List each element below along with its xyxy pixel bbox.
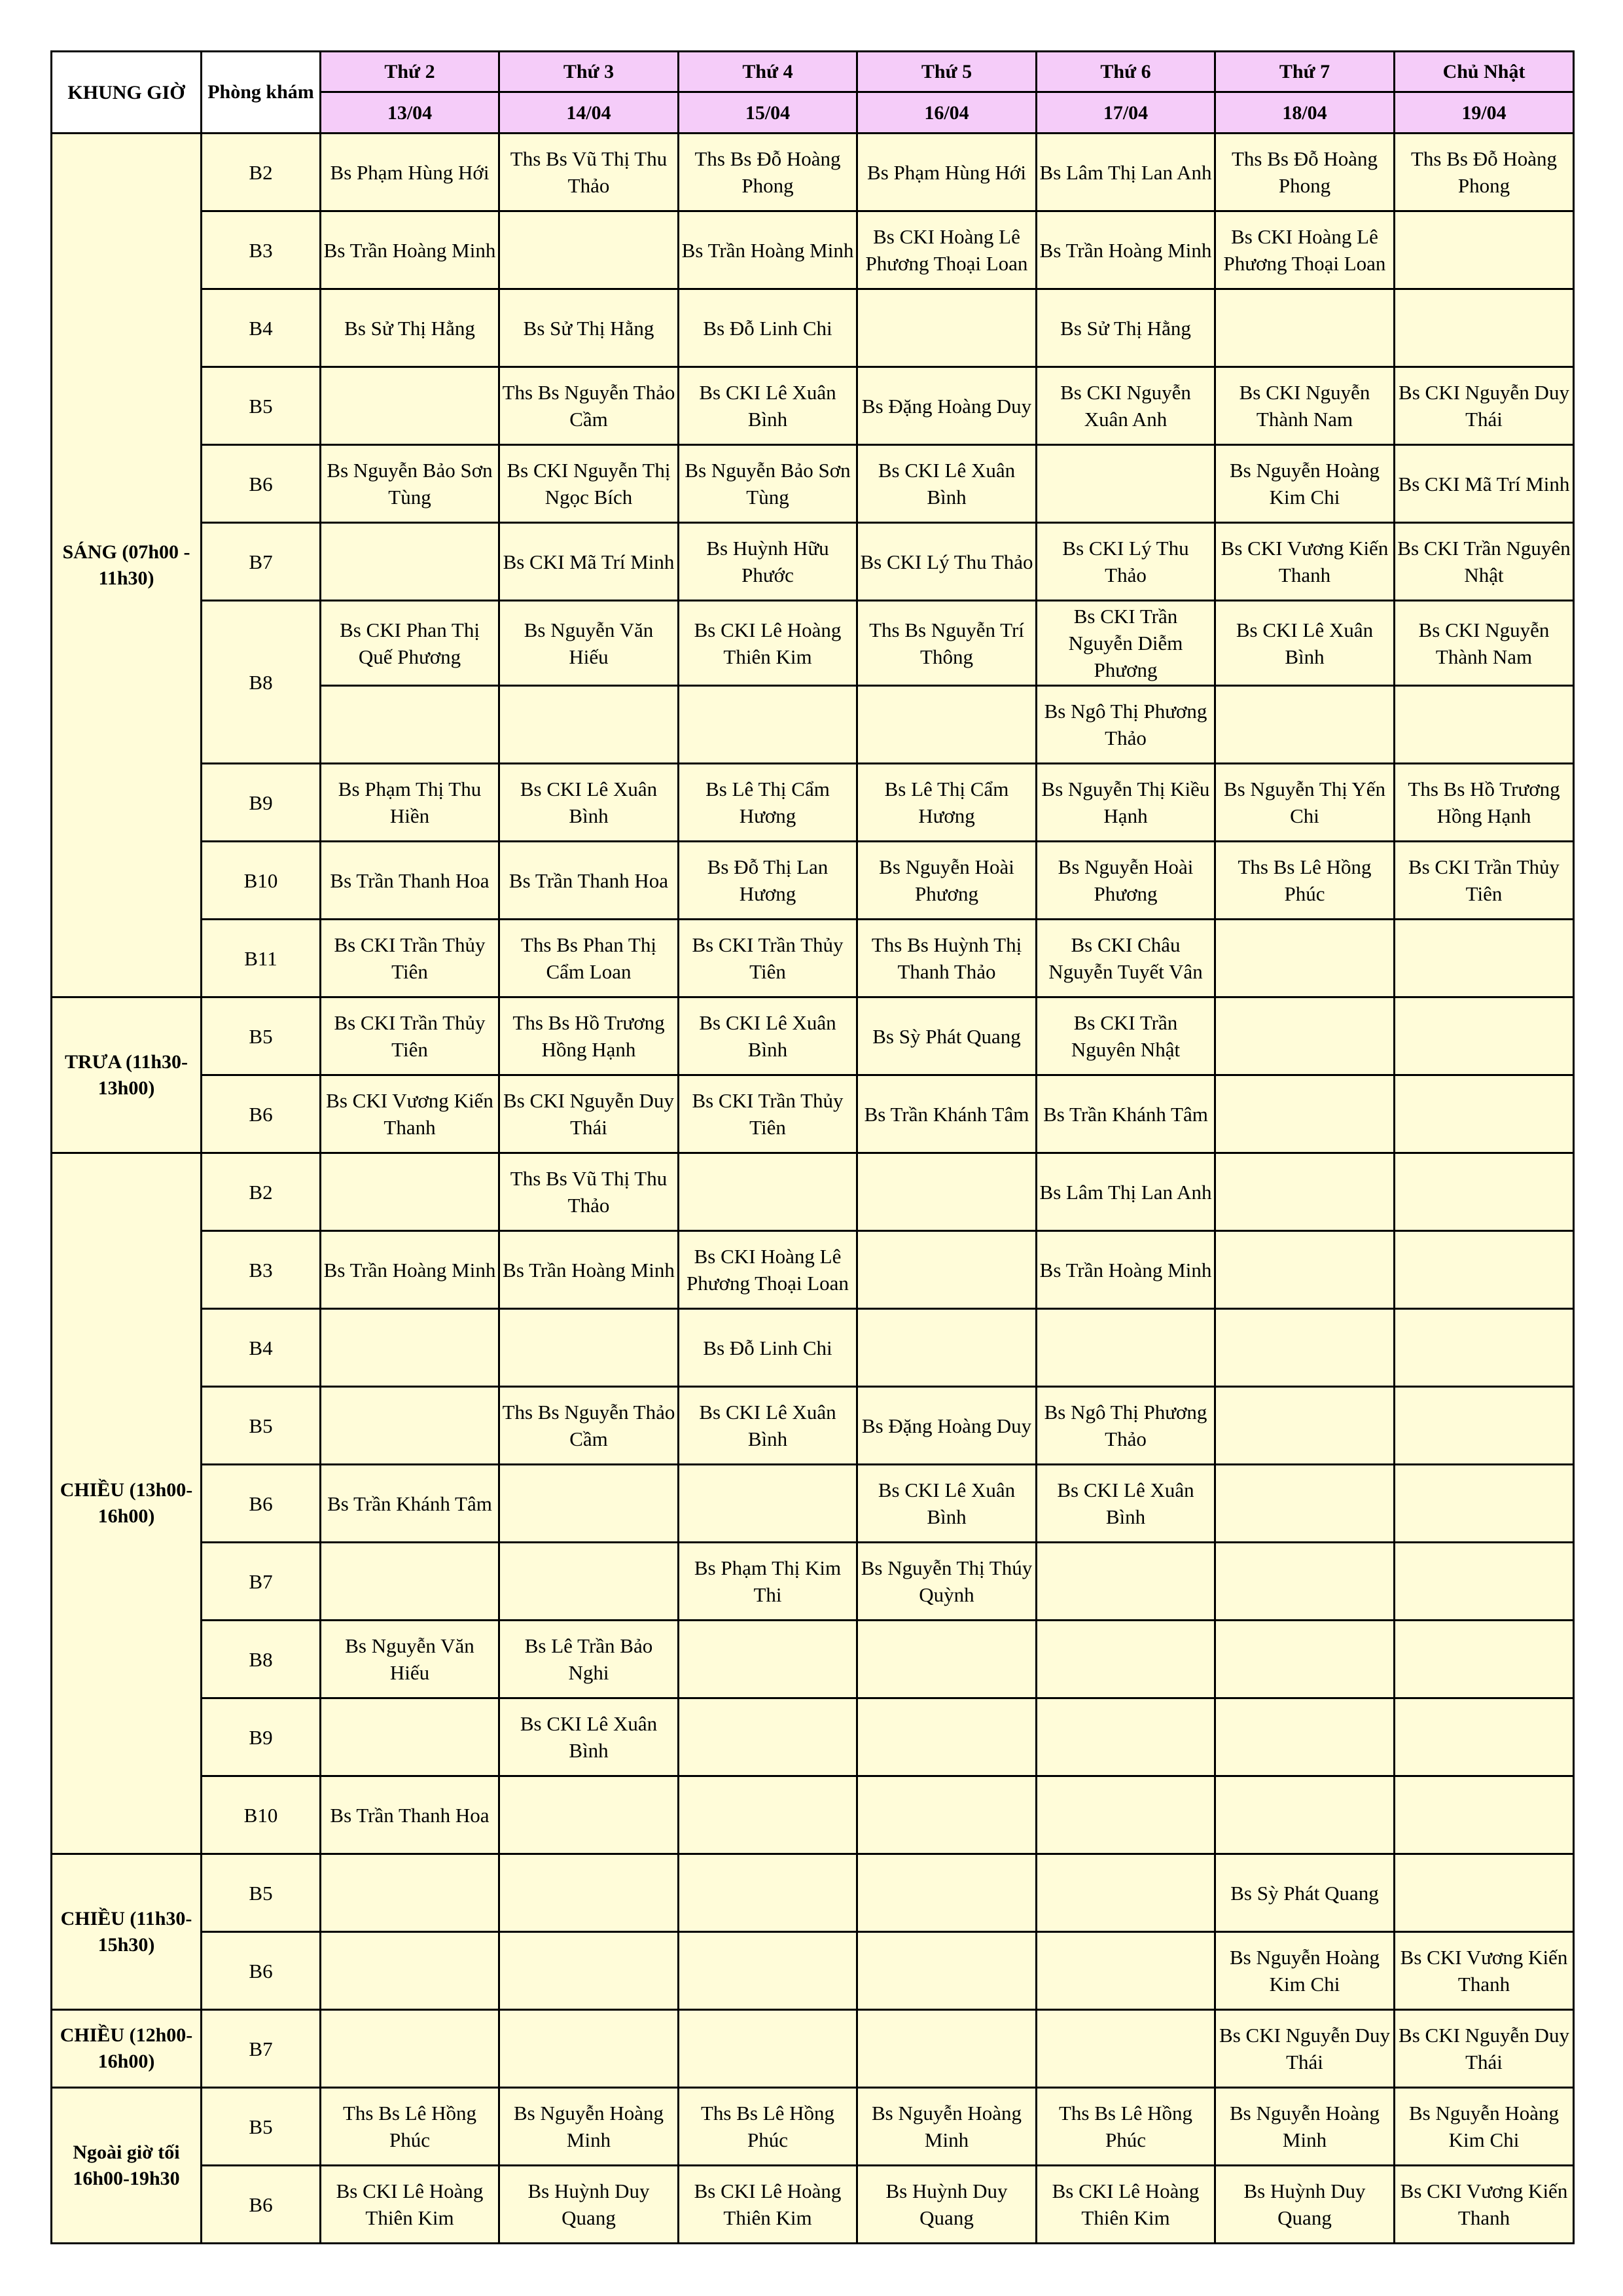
doctor-cell (1215, 1231, 1395, 1309)
doctor-cell: Bs Đỗ Linh Chi (679, 289, 857, 367)
doctor-cell: Bs Nguyễn Thị Kiều Hạnh (1037, 764, 1215, 842)
doctor-cell (321, 686, 499, 764)
date-header-thu: 16/04 (857, 92, 1037, 134)
doctor-cell: Bs Phạm Thị Thu Hiền (321, 764, 499, 842)
doctor-cell (1395, 1543, 1574, 1621)
doctor-cell (321, 367, 499, 445)
doctor-cell (1395, 1465, 1574, 1543)
doctor-cell (1037, 1621, 1215, 1698)
doctor-cell: Ths Bs Vũ Thị Thu Thảo (499, 1153, 679, 1231)
date-header-sun: 19/04 (1395, 92, 1574, 134)
schedule-row (52, 523, 1574, 601)
doctor-cell: Bs Lê Trần Bảo Nghi (499, 1621, 679, 1698)
room-label: B6 (202, 1932, 321, 2010)
doctor-cell: Ths Bs Nguyễn Thảo Cầm (499, 1387, 679, 1465)
doctor-cell (1215, 1309, 1395, 1387)
doctor-cell: Bs CKI Lê Xuân Bình (499, 764, 679, 842)
doctor-cell: Bs Phạm Thị Kim Thi (679, 1543, 857, 1621)
room-label: B3 (202, 1231, 321, 1309)
room-column-header: Phòng khám (202, 52, 321, 134)
doctor-cell: Bs Huỳnh Duy Quang (1215, 2166, 1395, 2244)
doctor-cell (1215, 1621, 1395, 1698)
doctor-cell: Bs CKI Nguyễn Duy Thái (1395, 2010, 1574, 2088)
time-slot-label: TRƯA (11h30-13h00) (52, 997, 202, 1153)
schedule-row (52, 1309, 1574, 1387)
doctor-cell: Bs CKI Lê Xuân Bình (857, 1465, 1037, 1543)
date-header-tue: 14/04 (499, 92, 679, 134)
doctor-cell (1395, 686, 1574, 764)
doctor-cell: Bs CKI Lê Xuân Bình (499, 1698, 679, 1776)
doctor-cell (1215, 1075, 1395, 1153)
doctor-cell: Ths Bs Hồ Trương Hồng Hạnh (1395, 764, 1574, 842)
doctor-cell: Ths Bs Đỗ Hoàng Phong (1395, 134, 1574, 211)
doctor-cell: Bs Trần Hoàng Minh (321, 211, 499, 289)
doctor-cell: Bs Sử Thị Hằng (1037, 289, 1215, 367)
schedule-row (52, 1075, 1574, 1153)
room-label: B8 (202, 1621, 321, 1698)
doctor-cell: Bs CKI Trần Nguyên Nhật (1395, 523, 1574, 601)
doctor-cell: Bs Đỗ Thị Lan Hương (679, 842, 857, 920)
doctor-cell: Bs Nguyễn Hoài Phương (857, 842, 1037, 920)
room-label: B5 (202, 367, 321, 445)
doctor-cell: Bs Sỳ Phát Quang (857, 997, 1037, 1075)
schedule-row (52, 289, 1574, 367)
doctor-cell: Bs CKI Trần Nguyễn Diễm Phương (1037, 601, 1215, 686)
doctor-cell: Bs CKI Hoàng Lê Phương Thoại Loan (679, 1231, 857, 1309)
doctor-cell: Bs Huỳnh Hữu Phước (679, 523, 857, 601)
doctor-cell: Bs CKI Hoàng Lê Phương Thoại Loan (1215, 211, 1395, 289)
doctor-cell (857, 1231, 1037, 1309)
doctor-cell: Bs CKI Lê Xuân Bình (679, 1387, 857, 1465)
doctor-cell: Bs CKI Nguyễn Xuân Anh (1037, 367, 1215, 445)
doctor-cell (1215, 289, 1395, 367)
doctor-cell: Bs Ngô Thị Phương Thảo (1037, 686, 1215, 764)
doctor-cell: Bs CKI Châu Nguyễn Tuyết Vân (1037, 920, 1215, 997)
doctor-cell (321, 2010, 499, 2088)
room-label: B2 (202, 134, 321, 211)
doctor-cell (1395, 1309, 1574, 1387)
doctor-cell: Bs Lâm Thị Lan Anh (1037, 1153, 1215, 1231)
doctor-cell (1037, 1543, 1215, 1621)
doctor-cell: Bs Nguyễn Bảo Sơn Tùng (321, 445, 499, 523)
doctor-cell: Bs Lê Thị Cẩm Hương (679, 764, 857, 842)
doctor-cell (321, 1309, 499, 1387)
doctor-cell (857, 1309, 1037, 1387)
room-label: B5 (202, 2088, 321, 2166)
doctor-cell: Ths Bs Nguyễn Trí Thông (857, 601, 1037, 686)
doctor-cell (499, 1854, 679, 1932)
room-label: B2 (202, 1153, 321, 1231)
doctor-cell: Bs CKI Lê Xuân Bình (1037, 1465, 1215, 1543)
doctor-cell (1395, 1231, 1574, 1309)
doctor-cell (499, 1543, 679, 1621)
doctor-cell: Bs Lâm Thị Lan Anh (1037, 134, 1215, 211)
doctor-cell (1395, 920, 1574, 997)
day-header-mon: Thứ 2 (321, 52, 499, 92)
doctor-cell (1037, 2010, 1215, 2088)
doctor-cell (857, 1776, 1037, 1854)
schedule-row (52, 134, 1574, 211)
doctor-cell (321, 1387, 499, 1465)
doctor-cell: Bs CKI Nguyễn Thị Ngọc Bích (499, 445, 679, 523)
doctor-cell: Bs Nguyễn Bảo Sơn Tùng (679, 445, 857, 523)
doctor-cell (499, 686, 679, 764)
doctor-cell (1395, 1621, 1574, 1698)
room-label: B7 (202, 523, 321, 601)
doctor-cell: Ths Bs Đỗ Hoàng Phong (679, 134, 857, 211)
schedule-row (52, 1776, 1574, 1854)
doctor-cell (857, 686, 1037, 764)
time-slot-label: CHIỀU (12h00-16h00) (52, 2010, 202, 2088)
schedule-row (52, 1231, 1574, 1309)
doctor-cell: Bs Nguyễn Văn Hiếu (499, 601, 679, 686)
date-header-mon: 13/04 (321, 92, 499, 134)
doctor-cell (321, 1153, 499, 1231)
day-header-thu: Thứ 5 (857, 52, 1037, 92)
doctor-cell (499, 1776, 679, 1854)
header-row-days (52, 52, 1574, 92)
doctor-cell: Bs Lê Thị Cẩm Hương (857, 764, 1037, 842)
schedule-row (52, 764, 1574, 842)
doctor-cell: Bs Nguyễn Hoàng Kim Chi (1215, 445, 1395, 523)
doctor-cell (1215, 1698, 1395, 1776)
doctor-cell: Bs CKI Vương Kiến Thanh (321, 1075, 499, 1153)
doctor-cell (1037, 1776, 1215, 1854)
doctor-cell (321, 1854, 499, 1932)
doctor-cell (1395, 1854, 1574, 1932)
doctor-cell (321, 1932, 499, 2010)
doctor-cell (1395, 1153, 1574, 1231)
room-label: B5 (202, 997, 321, 1075)
doctor-cell (1215, 1776, 1395, 1854)
doctor-cell (1037, 1698, 1215, 1776)
doctor-cell (857, 1932, 1037, 2010)
doctor-cell: Ths Bs Lê Hồng Phúc (1037, 2088, 1215, 2166)
room-label: B9 (202, 1698, 321, 1776)
doctor-cell (679, 1621, 857, 1698)
doctor-cell (679, 1465, 857, 1543)
doctor-cell (1215, 1153, 1395, 1231)
doctor-cell: Bs CKI Lê Hoàng Thiên Kim (321, 2166, 499, 2244)
schedule-row (52, 1387, 1574, 1465)
doctor-cell (321, 1698, 499, 1776)
doctor-cell: Bs CKI Trần Thủy Tiên (679, 1075, 857, 1153)
doctor-cell (1395, 1698, 1574, 1776)
doctor-cell: Bs Nguyễn Văn Hiếu (321, 1621, 499, 1698)
doctor-cell (857, 2010, 1037, 2088)
doctor-cell: Bs Huỳnh Duy Quang (499, 2166, 679, 2244)
doctor-cell: Bs Nguyễn Hoàng Kim Chi (1215, 1932, 1395, 2010)
schedule-row (52, 1621, 1574, 1698)
doctor-cell: Bs Nguyễn Thị Thúy Quỳnh (857, 1543, 1037, 1621)
day-header-fri: Thứ 6 (1037, 52, 1215, 92)
doctor-cell: Bs CKI Mã Trí Minh (1395, 445, 1574, 523)
doctor-cell: Bs Trần Khánh Tâm (857, 1075, 1037, 1153)
schedule-row (52, 601, 1574, 686)
doctor-cell (857, 1854, 1037, 1932)
time-slot-label: Ngoài giờ tối 16h00-19h30 (52, 2088, 202, 2244)
doctor-cell: Bs CKI Vương Kiến Thanh (1395, 1932, 1574, 2010)
schedule-row (52, 1153, 1574, 1231)
doctor-cell: Bs Phạm Hùng Hới (857, 134, 1037, 211)
doctor-cell (1215, 1387, 1395, 1465)
doctor-cell (499, 211, 679, 289)
doctor-cell (499, 1309, 679, 1387)
doctor-cell: Bs Nguyễn Hoàng Kim Chi (1395, 2088, 1574, 2166)
doctor-cell: Ths Bs Phan Thị Cẩm Loan (499, 920, 679, 997)
doctor-cell (1395, 1387, 1574, 1465)
doctor-cell (679, 1153, 857, 1231)
doctor-cell (1215, 997, 1395, 1075)
day-header-tue: Thứ 3 (499, 52, 679, 92)
schedule-row (52, 211, 1574, 289)
doctor-cell: Bs CKI Phan Thị Quế Phương (321, 601, 499, 686)
doctor-cell: Ths Bs Nguyễn Thảo Cầm (499, 367, 679, 445)
doctor-cell (1037, 1932, 1215, 2010)
doctor-cell: Bs Đặng Hoàng Duy (857, 367, 1037, 445)
room-label: B5 (202, 1854, 321, 1932)
doctor-cell (321, 1543, 499, 1621)
date-header-fri: 17/04 (1037, 92, 1215, 134)
doctor-cell: Bs Nguyễn Hoàng Minh (857, 2088, 1037, 2166)
slot-column-header: KHUNG GIỜ (52, 52, 202, 134)
doctor-cell: Bs Nguyễn Hoài Phương (1037, 842, 1215, 920)
room-label: B4 (202, 1309, 321, 1387)
schedule-row (52, 1698, 1574, 1776)
doctor-cell (679, 686, 857, 764)
doctor-cell: Bs CKI Trần Thủy Tiên (321, 920, 499, 997)
schedule-row (52, 920, 1574, 997)
day-header-sat: Thứ 7 (1215, 52, 1395, 92)
doctor-cell (1395, 997, 1574, 1075)
doctor-cell (679, 1776, 857, 1854)
doctor-cell: Bs CKI Lê Xuân Bình (679, 367, 857, 445)
doctor-cell: Bs Sỳ Phát Quang (1215, 1854, 1395, 1932)
doctor-cell: Bs CKI Lý Thu Thảo (857, 523, 1037, 601)
doctor-cell: Bs CKI Lê Xuân Bình (679, 997, 857, 1075)
schedule-row (52, 2088, 1574, 2166)
doctor-cell: Bs CKI Lý Thu Thảo (1037, 523, 1215, 601)
doctor-cell: Bs Nguyễn Thị Yến Chi (1215, 764, 1395, 842)
doctor-cell: Bs Trần Thanh Hoa (499, 842, 679, 920)
doctor-cell: Ths Bs Đỗ Hoàng Phong (1215, 134, 1395, 211)
schedule-row (52, 367, 1574, 445)
doctor-cell (1215, 1465, 1395, 1543)
doctor-cell: Ths Bs Huỳnh Thị Thanh Thảo (857, 920, 1037, 997)
room-label: B4 (202, 289, 321, 367)
time-slot-label: CHIỀU (11h30-15h30) (52, 1854, 202, 2010)
schedule-body (52, 134, 1574, 2244)
schedule-row (52, 2010, 1574, 2088)
doctor-cell: Bs Trần Thanh Hoa (321, 842, 499, 920)
doctor-cell (1037, 445, 1215, 523)
date-header-sat: 18/04 (1215, 92, 1395, 134)
schedule-row (52, 997, 1574, 1075)
schedule-row (52, 2166, 1574, 2244)
schedule-row (52, 1854, 1574, 1932)
room-label: B5 (202, 1387, 321, 1465)
doctor-cell: Bs CKI Trần Thủy Tiên (321, 997, 499, 1075)
doctor-cell (1215, 686, 1395, 764)
doctor-cell: Bs CKI Lê Hoàng Thiên Kim (679, 2166, 857, 2244)
doctor-cell (1395, 1776, 1574, 1854)
doctor-cell (499, 1465, 679, 1543)
doctor-cell: Bs Trần Khánh Tâm (1037, 1075, 1215, 1153)
doctor-cell: Bs Trần Hoàng Minh (321, 1231, 499, 1309)
doctor-cell: Bs Trần Hoàng Minh (1037, 1231, 1215, 1309)
doctor-cell: Bs CKI Mã Trí Minh (499, 523, 679, 601)
doctor-cell: Bs Trần Hoàng Minh (1037, 211, 1215, 289)
schedule-row (52, 842, 1574, 920)
room-label: B6 (202, 445, 321, 523)
doctor-cell (499, 1932, 679, 2010)
doctor-cell (1395, 289, 1574, 367)
doctor-cell: Ths Bs Hồ Trương Hồng Hạnh (499, 997, 679, 1075)
room-label: B7 (202, 1543, 321, 1621)
doctor-cell: Bs Trần Khánh Tâm (321, 1465, 499, 1543)
doctor-cell (1215, 920, 1395, 997)
doctor-cell: Bs Trần Hoàng Minh (679, 211, 857, 289)
doctor-cell: Bs Sử Thị Hằng (321, 289, 499, 367)
doctor-cell (857, 1153, 1037, 1231)
room-label: B8 (202, 601, 321, 764)
room-label: B11 (202, 920, 321, 997)
doctor-cell: Bs Nguyễn Hoàng Minh (499, 2088, 679, 2166)
doctor-cell: Bs Đỗ Linh Chi (679, 1309, 857, 1387)
day-header-sun: Chủ Nhật (1395, 52, 1574, 92)
time-slot-label: CHIỀU (13h00-16h00) (52, 1153, 202, 1854)
doctor-cell: Bs CKI Nguyễn Thành Nam (1215, 367, 1395, 445)
doctor-cell (679, 1698, 857, 1776)
room-label: B6 (202, 2166, 321, 2244)
doctor-cell (499, 2010, 679, 2088)
doctor-cell: Bs CKI Nguyễn Thành Nam (1395, 601, 1574, 686)
doctor-cell: Bs Phạm Hùng Hới (321, 134, 499, 211)
doctor-cell: Ths Bs Lê Hồng Phúc (321, 2088, 499, 2166)
doctor-cell: Bs Nguyễn Hoàng Minh (1215, 2088, 1395, 2166)
doctor-cell: Bs CKI Trần Thủy Tiên (679, 920, 857, 997)
room-label: B10 (202, 842, 321, 920)
doctor-cell (321, 523, 499, 601)
room-label: B6 (202, 1075, 321, 1153)
date-header-wed: 15/04 (679, 92, 857, 134)
doctor-cell: Bs Trần Hoàng Minh (499, 1231, 679, 1309)
room-label: B9 (202, 764, 321, 842)
doctor-cell (679, 1854, 857, 1932)
doctor-cell (1215, 1543, 1395, 1621)
doctor-cell: Bs CKI Trần Thủy Tiên (1395, 842, 1574, 920)
doctor-cell: Bs Trần Thanh Hoa (321, 1776, 499, 1854)
doctor-cell: Bs CKI Nguyễn Duy Thái (1395, 367, 1574, 445)
doctor-cell (679, 2010, 857, 2088)
room-label: B6 (202, 1465, 321, 1543)
time-slot-label: SÁNG (07h00 - 11h30) (52, 134, 202, 997)
doctor-cell (679, 1932, 857, 2010)
schedule-row (52, 1932, 1574, 2010)
doctor-cell: Ths Bs Lê Hồng Phúc (1215, 842, 1395, 920)
doctor-cell: Bs CKI Lê Xuân Bình (857, 445, 1037, 523)
doctor-cell: Bs Ngô Thị Phương Thảo (1037, 1387, 1215, 1465)
doctor-cell: Bs CKI Trần Nguyên Nhật (1037, 997, 1215, 1075)
doctor-cell (857, 1698, 1037, 1776)
doctor-cell: Bs CKI Lê Xuân Bình (1215, 601, 1395, 686)
room-label: B3 (202, 211, 321, 289)
doctor-cell: Bs CKI Nguyễn Duy Thái (499, 1075, 679, 1153)
doctor-cell (857, 1621, 1037, 1698)
doctor-cell (1037, 1854, 1215, 1932)
doctor-cell: Ths Bs Vũ Thị Thu Thảo (499, 134, 679, 211)
schedule-row (52, 1543, 1574, 1621)
room-label: B10 (202, 1776, 321, 1854)
doctor-cell: Bs Đặng Hoàng Duy (857, 1387, 1037, 1465)
doctor-cell: Bs CKI Nguyễn Duy Thái (1215, 2010, 1395, 2088)
doctor-cell (1037, 1309, 1215, 1387)
doctor-cell: Bs CKI Vương Kiến Thanh (1395, 2166, 1574, 2244)
schedule-row (52, 445, 1574, 523)
doctor-cell: Bs CKI Vương Kiến Thanh (1215, 523, 1395, 601)
doctor-cell (1395, 1075, 1574, 1153)
room-label: B7 (202, 2010, 321, 2088)
schedule-row (52, 1465, 1574, 1543)
doctor-cell: Bs CKI Lê Hoàng Thiên Kim (1037, 2166, 1215, 2244)
doctor-cell (1395, 211, 1574, 289)
doctor-cell: Bs Sử Thị Hằng (499, 289, 679, 367)
doctor-schedule-table (50, 50, 1575, 2244)
doctor-cell: Ths Bs Lê Hồng Phúc (679, 2088, 857, 2166)
doctor-cell: Bs Huỳnh Duy Quang (857, 2166, 1037, 2244)
day-header-wed: Thứ 4 (679, 52, 857, 92)
doctor-cell: Bs CKI Hoàng Lê Phương Thoại Loan (857, 211, 1037, 289)
doctor-cell (857, 289, 1037, 367)
doctor-cell: Bs CKI Lê Hoàng Thiên Kim (679, 601, 857, 686)
